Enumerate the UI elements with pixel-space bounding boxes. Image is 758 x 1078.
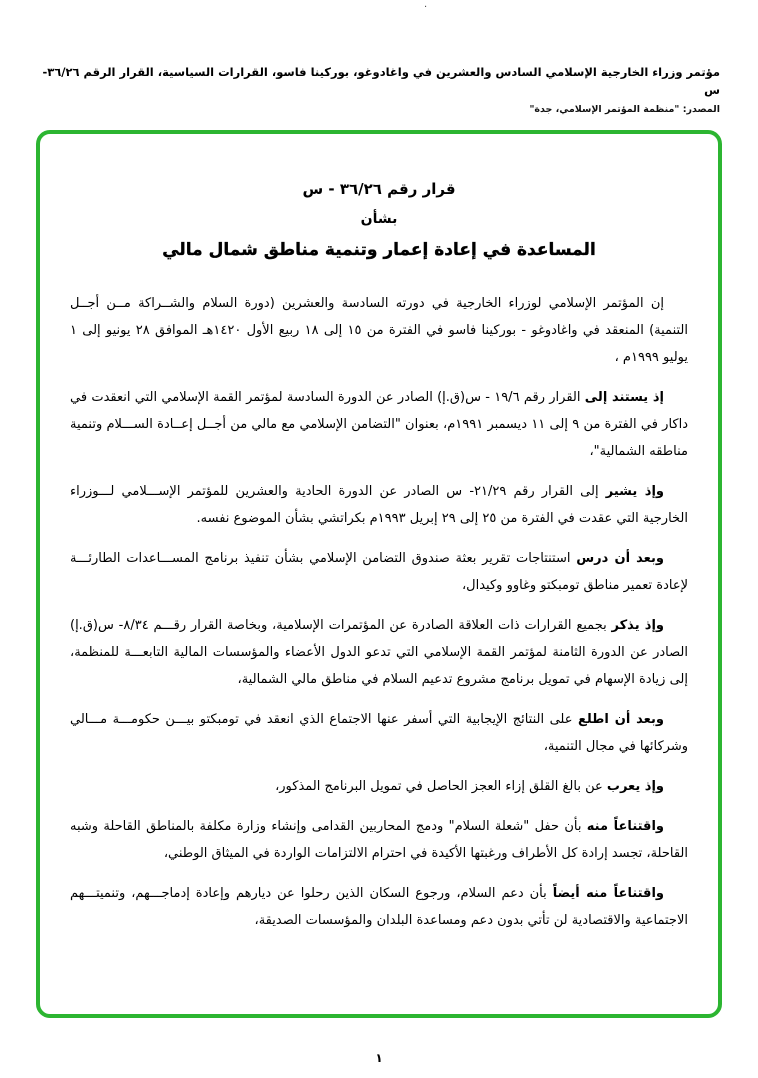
resolution-about-title: بشأن: [360, 211, 398, 227]
paragraph-lead: واقتناعاً منه أيضاً: [552, 886, 664, 901]
paragraph-text: بأن دعم السلام، ورجوع السكان الذين رحلوا عن ديارهم وإعادة إدماجـــهم، وتنميتـــهم الاجتماعية والاقتصادية لن تأتي بدون دعم ومساعدة البلدان والمؤسسات الصديقة،: [70, 886, 688, 928]
paragraph-lead: إذ يستند إلى: [584, 390, 664, 405]
source-value: "منظمة المؤتمر الإسلامي، جدة": [529, 103, 680, 115]
paragraph-text: القرار رقم ١٩/٦ - س(ق.إ) الصادر عن الدورة السادسة لمؤتمر القمة الإسلامي التي انعقدت في داكار في الفترة من ٩ إلى ١١ ديسمبر ١٩٩١م، بعنوان "التضامن الإسلامي مع مالي من أجــل إعــادة الســـلام وتنمية مناطقه الشمالية"،: [70, 390, 688, 459]
resolution-paragraph-8: [70, 813, 688, 867]
paragraph-lead: واقتناعاً منه: [586, 819, 664, 834]
paragraph-text: بجميع القرارات ذات العلاقة الصادرة عن المؤتمرات الإسلامية، وبخاصة القرار رقـــم ٨/٣٤- س(ق.إ) الصادر عن الدورة الثامنة لمؤتمر القمة الإسلامي التي تدعو الدول الأعضاء والمؤسسات المالية التابعـــة للمنظمة، إلى زيادة الإسهام في تمويل برنامج مشروع تدعيم السلام في مناطق مالي الشمالية،: [70, 618, 688, 687]
paragraph-text: عن بالغ القلق إزاء العجز الحاصل في تمويل البرنامج المذكور،: [275, 779, 607, 794]
document-header: [38, 64, 720, 115]
resolution-subject-title: المساعدة في إعادة إعمار وتنمية مناطق شمال مالي: [162, 240, 596, 260]
paragraph-lead: وبعد أن درس: [576, 551, 664, 566]
source-line: [38, 104, 720, 115]
paragraph-lead: وبعد أن اطلع: [577, 712, 664, 727]
paragraph-text: بأن حفل "شعلة السلام" ودمج المحاربين القدامى وإنشاء وزارة مكلفة بالمناطق القاحلة وشبه القاحلة، تجسد إرادة كل الأطراف ورغبتها الأكيدة في احترام الالتزامات الواردة في الميثاق الوطني،: [70, 819, 688, 861]
resolution-frame: [36, 130, 722, 1018]
resolution-paragraph-6: [70, 706, 688, 760]
resolution-number-title: قرار رقم ٣٦/٢٦ - س: [302, 180, 456, 198]
header-title-line: مؤتمر وزراء الخارجية الإسلامي السادس والعشرين في واغادوغو، بوركينا فاسو، القرارات السياسية، القرار الرقم ٣٦/٢٦-س: [42, 65, 720, 97]
page-number: ١: [375, 1051, 383, 1065]
resolution-paragraph-5: [70, 612, 688, 693]
resolution-paragraph-4: [70, 545, 688, 599]
top-mark: ·: [424, 2, 428, 13]
resolution-paragraph-3: [70, 478, 688, 532]
paragraph-lead: وإذ يشير: [605, 484, 664, 499]
resolution-paragraph-2: [70, 384, 688, 465]
resolution-paragraph-7: [70, 773, 688, 800]
resolution-paragraph-9: [70, 880, 688, 934]
resolution-paragraph-1: [70, 290, 688, 371]
paragraph-lead: وإذ يذكر: [611, 618, 664, 633]
paragraph-text: إن المؤتمر الإسلامي لوزراء الخارجية في دورته السادسة والعشرين (دورة السلام والشــراكة مــن أجــل التنمية) المنعقد في واغادوغو - بوركينا فاسو في الفترة من ١٥ إلى ١٨ ربيع الأول ١٤٢٠هـ الموافق ٢٨ يونيو إلى ١ يوليو ١٩٩٩م ،: [70, 296, 688, 365]
paragraph-text: إلى القرار رقم ٢١/٢٩- س الصادر عن الدورة الحادية والعشرين للمؤتمر الإســـلامي لـــوزراء الخارجية التي عقدت في الفترة من ٢٥ إلى ٢٩ إبريل ١٩٩٣م بكراتشي بشأن الموضوع نفسه.: [70, 484, 688, 526]
source-label: المصدر:: [682, 103, 720, 115]
paragraph-text: استنتاجات تقرير بعثة صندوق التضامن الإسلامي بشأن تنفيذ برنامج المســـاعدات الطارئـــة لإعادة تعمير مناطق تومبكتو وغاوو وكيدال،: [70, 551, 688, 593]
paragraph-text: على النتائج الإيجابية التي أسفر عنها الاجتماع الذي انعقد في تومبكتو بيـــن حكومـــة مـــالي وشركائها في مجال التنمية،: [70, 712, 688, 754]
resolution-body: [70, 290, 688, 934]
paragraph-lead: وإذ يعرب: [606, 779, 664, 794]
